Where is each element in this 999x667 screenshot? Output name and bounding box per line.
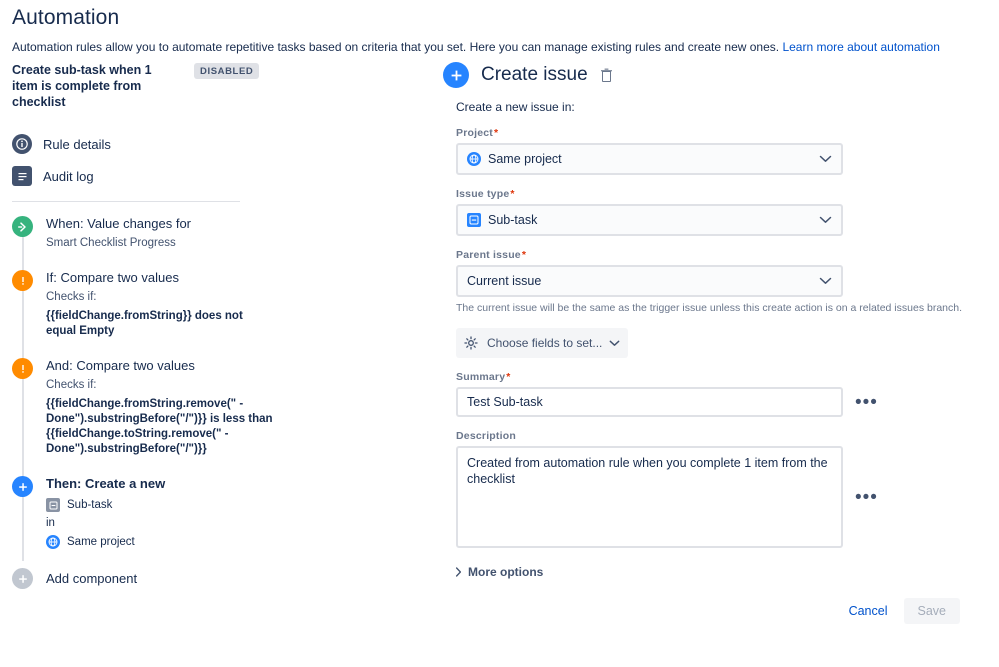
rule-step-checks-label: Checks if: [46,379,97,391]
issue-type-field [456,188,983,236]
description-row [456,446,983,548]
description-field [456,430,983,548]
globe-icon [467,152,481,166]
learn-more-link[interactable]: Learn more about automation [782,40,940,54]
add-component-button[interactable] [12,568,420,589]
action-icon [443,62,469,88]
add-component-label: Add component [46,571,138,586]
rule-step-body [46,270,276,339]
description-label-text: Description [456,430,516,442]
rule-step-sub: {{fieldChange.fromString.remove(" - Done").substringBefore("/")}} is less than {{fieldChange.toString.remove(" - Done").substringBefore("/")}} [46,398,273,455]
rule-step-title: If: Compare two values [46,270,179,285]
project-value: Same project [488,152,562,166]
list-icon [12,166,32,186]
chevron-down-icon [609,340,620,347]
rule-step-action[interactable] [12,476,420,549]
rule-step-sub: {{fieldChange.fromString}} does not equal Empty [46,310,243,337]
subtask-icon [467,213,481,227]
save-button[interactable]: Save [904,598,961,624]
parent-issue-field [456,249,983,314]
parent-issue-select[interactable] [456,265,843,297]
required-marker: * [521,249,527,261]
cancel-button[interactable]: Cancel [848,604,888,618]
globe-icon [46,535,60,549]
rule-step-in-label: in [46,517,55,529]
rule-step-checks-label: Checks if: [46,291,97,303]
sidebar-item-label: Audit log [43,168,94,184]
rule-step-body [46,476,276,549]
rule-header [12,62,420,110]
sidebar-item-rule-details[interactable] [12,130,420,158]
summary-more-icon[interactable]: ••• [855,391,878,413]
page-description [12,39,987,55]
rule-chain [12,216,420,589]
rule-step-title: Then: Create a new [46,476,166,491]
condition-icon [12,358,33,379]
issue-type-label [456,188,983,200]
summary-row [456,387,983,417]
status-badge: DISABLED [194,63,259,79]
rule-step-sub: Smart Checklist Progress [46,237,176,249]
trigger-icon [12,216,33,237]
chevron-down-icon [819,216,832,224]
project-select[interactable] [456,143,843,175]
page-title: Automation [12,6,120,29]
issue-type-select[interactable] [456,204,843,236]
description-label [456,430,983,442]
more-options-toggle[interactable] [455,565,983,579]
description-textarea[interactable] [456,446,843,548]
parent-issue-label-text: Parent issue [456,249,521,261]
issue-type-value: Sub-task [488,213,538,227]
rule-step-issue-type: Sub-task [67,499,113,511]
rule-step-project-row [46,535,276,549]
rule-step-body [46,216,276,251]
choose-fields-label: Choose fields to set... [487,336,603,350]
summary-label-text: Summary [456,371,506,383]
chevron-down-icon [819,277,832,285]
sidebar-divider [12,201,240,202]
form-intro: Create a new issue in: [456,100,575,114]
rule-step-body [46,358,276,457]
required-marker: * [510,188,515,200]
choose-fields-button[interactable] [456,328,628,358]
rule-step-project: Same project [67,536,135,548]
parent-issue-hint: The current issue will be the same as the trigger issue unless this create action is on a related issues branch. [456,302,963,314]
issue-type-label-text: Issue type [456,188,510,200]
chevron-down-icon [819,155,832,163]
project-field [456,127,983,175]
rule-step-issue-type-row [46,498,276,512]
summary-input[interactable] [456,387,843,417]
chevron-right-icon [455,567,462,577]
gear-icon [464,336,478,350]
rule-step-condition-1[interactable] [12,270,420,339]
action-icon [12,476,33,497]
rule-nav [12,130,420,190]
form-actions [443,598,960,624]
create-issue-form [443,62,983,624]
sidebar-item-audit-log[interactable] [12,162,420,190]
parent-issue-label [456,249,983,261]
form-header [443,62,983,88]
summary-field [456,371,983,417]
rule-name: Create sub-task when 1 item is complete from checklist [12,63,152,109]
required-marker: * [494,127,499,139]
plus-icon [12,568,33,589]
delete-icon[interactable] [600,68,613,82]
rule-step-trigger[interactable] [12,216,420,251]
description-more-icon[interactable]: ••• [855,486,878,508]
rule-step-title: When: Value changes for [46,216,192,231]
rule-sidebar [12,62,420,589]
project-label-text: Project [456,127,493,139]
info-icon [12,134,32,154]
parent-issue-value: Current issue [467,274,542,288]
subtask-icon [46,498,60,512]
required-marker: * [506,371,511,383]
form-title: Create issue [481,64,588,85]
project-label [456,127,983,139]
condition-icon [12,270,33,291]
rule-step-condition-2[interactable] [12,358,420,457]
page-description-text: Automation rules allow you to automate repetitive tasks based on criteria that you set. Here you can manage existing rules and create new ones. [12,40,780,54]
page-header [0,0,999,55]
more-options-label: More options [468,565,544,579]
summary-label [456,371,983,383]
rule-step-title: And: Compare two values [46,358,195,373]
sidebar-item-label: Rule details [43,136,111,152]
